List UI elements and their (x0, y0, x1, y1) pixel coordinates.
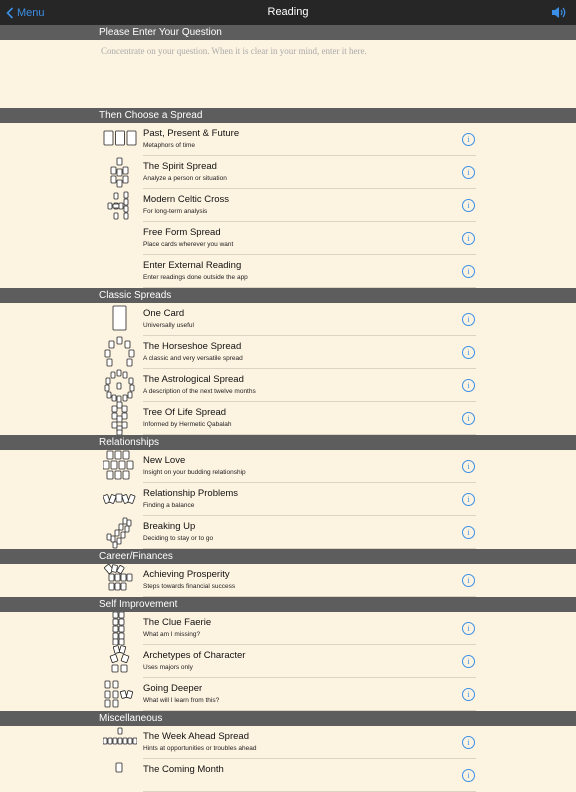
spread-subtitle: Insight on your budding relationship (143, 469, 246, 476)
new-love-spread-icon (103, 450, 137, 483)
info-icon[interactable]: i (462, 622, 475, 635)
info-icon[interactable]: i (462, 133, 475, 146)
info-icon[interactable]: i (462, 460, 475, 473)
section-header: Then Choose a Spread (0, 108, 576, 123)
spread-row[interactable] (0, 156, 576, 189)
back-button-label: Menu (17, 6, 45, 19)
spread-row[interactable] (0, 645, 576, 678)
question-input[interactable] (99, 44, 543, 103)
week-ahead-spread-icon (103, 726, 137, 759)
spread-row[interactable] (0, 726, 576, 759)
spread-row[interactable] (0, 189, 576, 222)
spread-row[interactable] (0, 483, 576, 516)
spread-subtitle: Analyze a person or situation (143, 175, 227, 182)
spread-row[interactable] (0, 222, 576, 255)
spread-subtitle: Steps towards financial success (143, 583, 236, 590)
section-header: Miscellaneous (0, 711, 576, 726)
spread-subtitle: What am I missing? (143, 631, 201, 638)
spread-subtitle: Place cards wherever you want (143, 241, 234, 248)
info-icon[interactable]: i (462, 313, 475, 326)
info-icon[interactable]: i (462, 526, 475, 539)
spread-subtitle: For long-term analysis (143, 208, 208, 215)
info-icon[interactable]: i (462, 769, 475, 782)
info-icon[interactable]: i (462, 493, 475, 506)
spread-subtitle: Universally useful (143, 322, 194, 329)
spread-title: Achieving Prosperity (143, 569, 230, 580)
prosperity-spread-icon (103, 564, 137, 597)
spread-row[interactable] (0, 564, 576, 597)
section-header: Career/Finances (0, 549, 576, 564)
spread-title: Modern Celtic Cross (143, 194, 230, 205)
info-icon[interactable]: i (462, 688, 475, 701)
info-icon[interactable]: i (462, 379, 475, 392)
spread-title: Archetypes of Character (143, 650, 246, 661)
horseshoe-spread-icon (103, 336, 137, 369)
question-section-header: Please Enter Your Question (0, 25, 576, 40)
spread-title: The Spirit Spread (143, 161, 217, 172)
relationship-problems-icon (103, 483, 137, 516)
spread-row[interactable] (0, 450, 576, 483)
going-deeper-icon (103, 678, 137, 711)
question-area (0, 41, 576, 108)
info-icon[interactable]: i (462, 166, 475, 179)
page-title: Reading (267, 6, 309, 18)
info-icon[interactable]: i (462, 265, 475, 278)
spread-subtitle: A description of the next twelve months (143, 388, 256, 395)
info-icon[interactable]: i (462, 655, 475, 668)
spread-title: The Week Ahead Spread (143, 731, 249, 742)
spread-row[interactable] (0, 336, 576, 369)
spread-row[interactable] (0, 123, 576, 156)
info-icon[interactable]: i (462, 736, 475, 749)
archetypes-spread-icon (103, 645, 137, 678)
spread-row[interactable] (0, 402, 576, 435)
spread-title: The Horseshoe Spread (143, 341, 242, 352)
breaking-up-spread-icon (103, 516, 137, 549)
spread-title: Enter External Reading (143, 260, 242, 271)
tree-of-life-icon (103, 402, 137, 435)
clue-faerie-icon (103, 612, 137, 645)
celtic-cross-icon (103, 189, 137, 222)
astrological-spread-icon (103, 369, 137, 402)
spread-title: Breaking Up (143, 521, 196, 532)
spread-row[interactable] (0, 369, 576, 402)
spirit-spread-icon (103, 156, 137, 189)
spread-title: Going Deeper (143, 683, 203, 694)
info-icon[interactable]: i (462, 412, 475, 425)
spread-subtitle: Hints at opportunities or troubles ahead (143, 745, 257, 752)
section-header: Self Improvement (0, 597, 576, 612)
spread-title: New Love (143, 455, 186, 466)
spread-title: The Astrological Spread (143, 374, 244, 385)
info-icon[interactable]: i (462, 232, 475, 245)
spread-row[interactable] (0, 759, 576, 792)
spread-row[interactable] (0, 678, 576, 711)
spread-title: Relationship Problems (143, 488, 239, 499)
spread-subtitle: Metaphors of time (143, 142, 196, 149)
info-icon[interactable]: i (462, 199, 475, 212)
spread-title: Past, Present & Future (143, 128, 240, 139)
spread-subtitle: A classic and very versatile spread (143, 355, 243, 362)
spread-subtitle: Deciding to stay or to go (143, 535, 214, 542)
section-header: Relationships (0, 435, 576, 450)
spread-title: The Coming Month (143, 764, 224, 775)
spread-row[interactable] (0, 516, 576, 549)
spread-subtitle: Informed by Hermetic Qabalah (143, 421, 232, 428)
spread-row[interactable] (0, 303, 576, 336)
spread-row[interactable] (0, 612, 576, 645)
spread-title: Tree Of Life Spread (143, 407, 227, 418)
spread-subtitle: Enter readings done outside the app (143, 274, 248, 281)
section-header: Classic Spreads (0, 288, 576, 303)
three-card-spread-icon (103, 123, 137, 156)
spread-row[interactable] (0, 255, 576, 288)
speaker-icon[interactable] (551, 6, 567, 19)
spread-subtitle: Finding a balance (143, 502, 195, 509)
info-icon[interactable]: i (462, 574, 475, 587)
spread-title: The Clue Faerie (143, 617, 212, 628)
spread-subtitle: What will I learn from this? (143, 697, 220, 704)
coming-month-spread-icon (103, 759, 137, 792)
one-card-icon (103, 303, 137, 336)
spread-subtitle: Uses majors only (143, 664, 193, 671)
spread-title: Free Form Spread (143, 227, 221, 238)
info-icon[interactable]: i (462, 346, 475, 359)
navigation-bar (0, 0, 576, 25)
spread-title: One Card (143, 308, 185, 319)
